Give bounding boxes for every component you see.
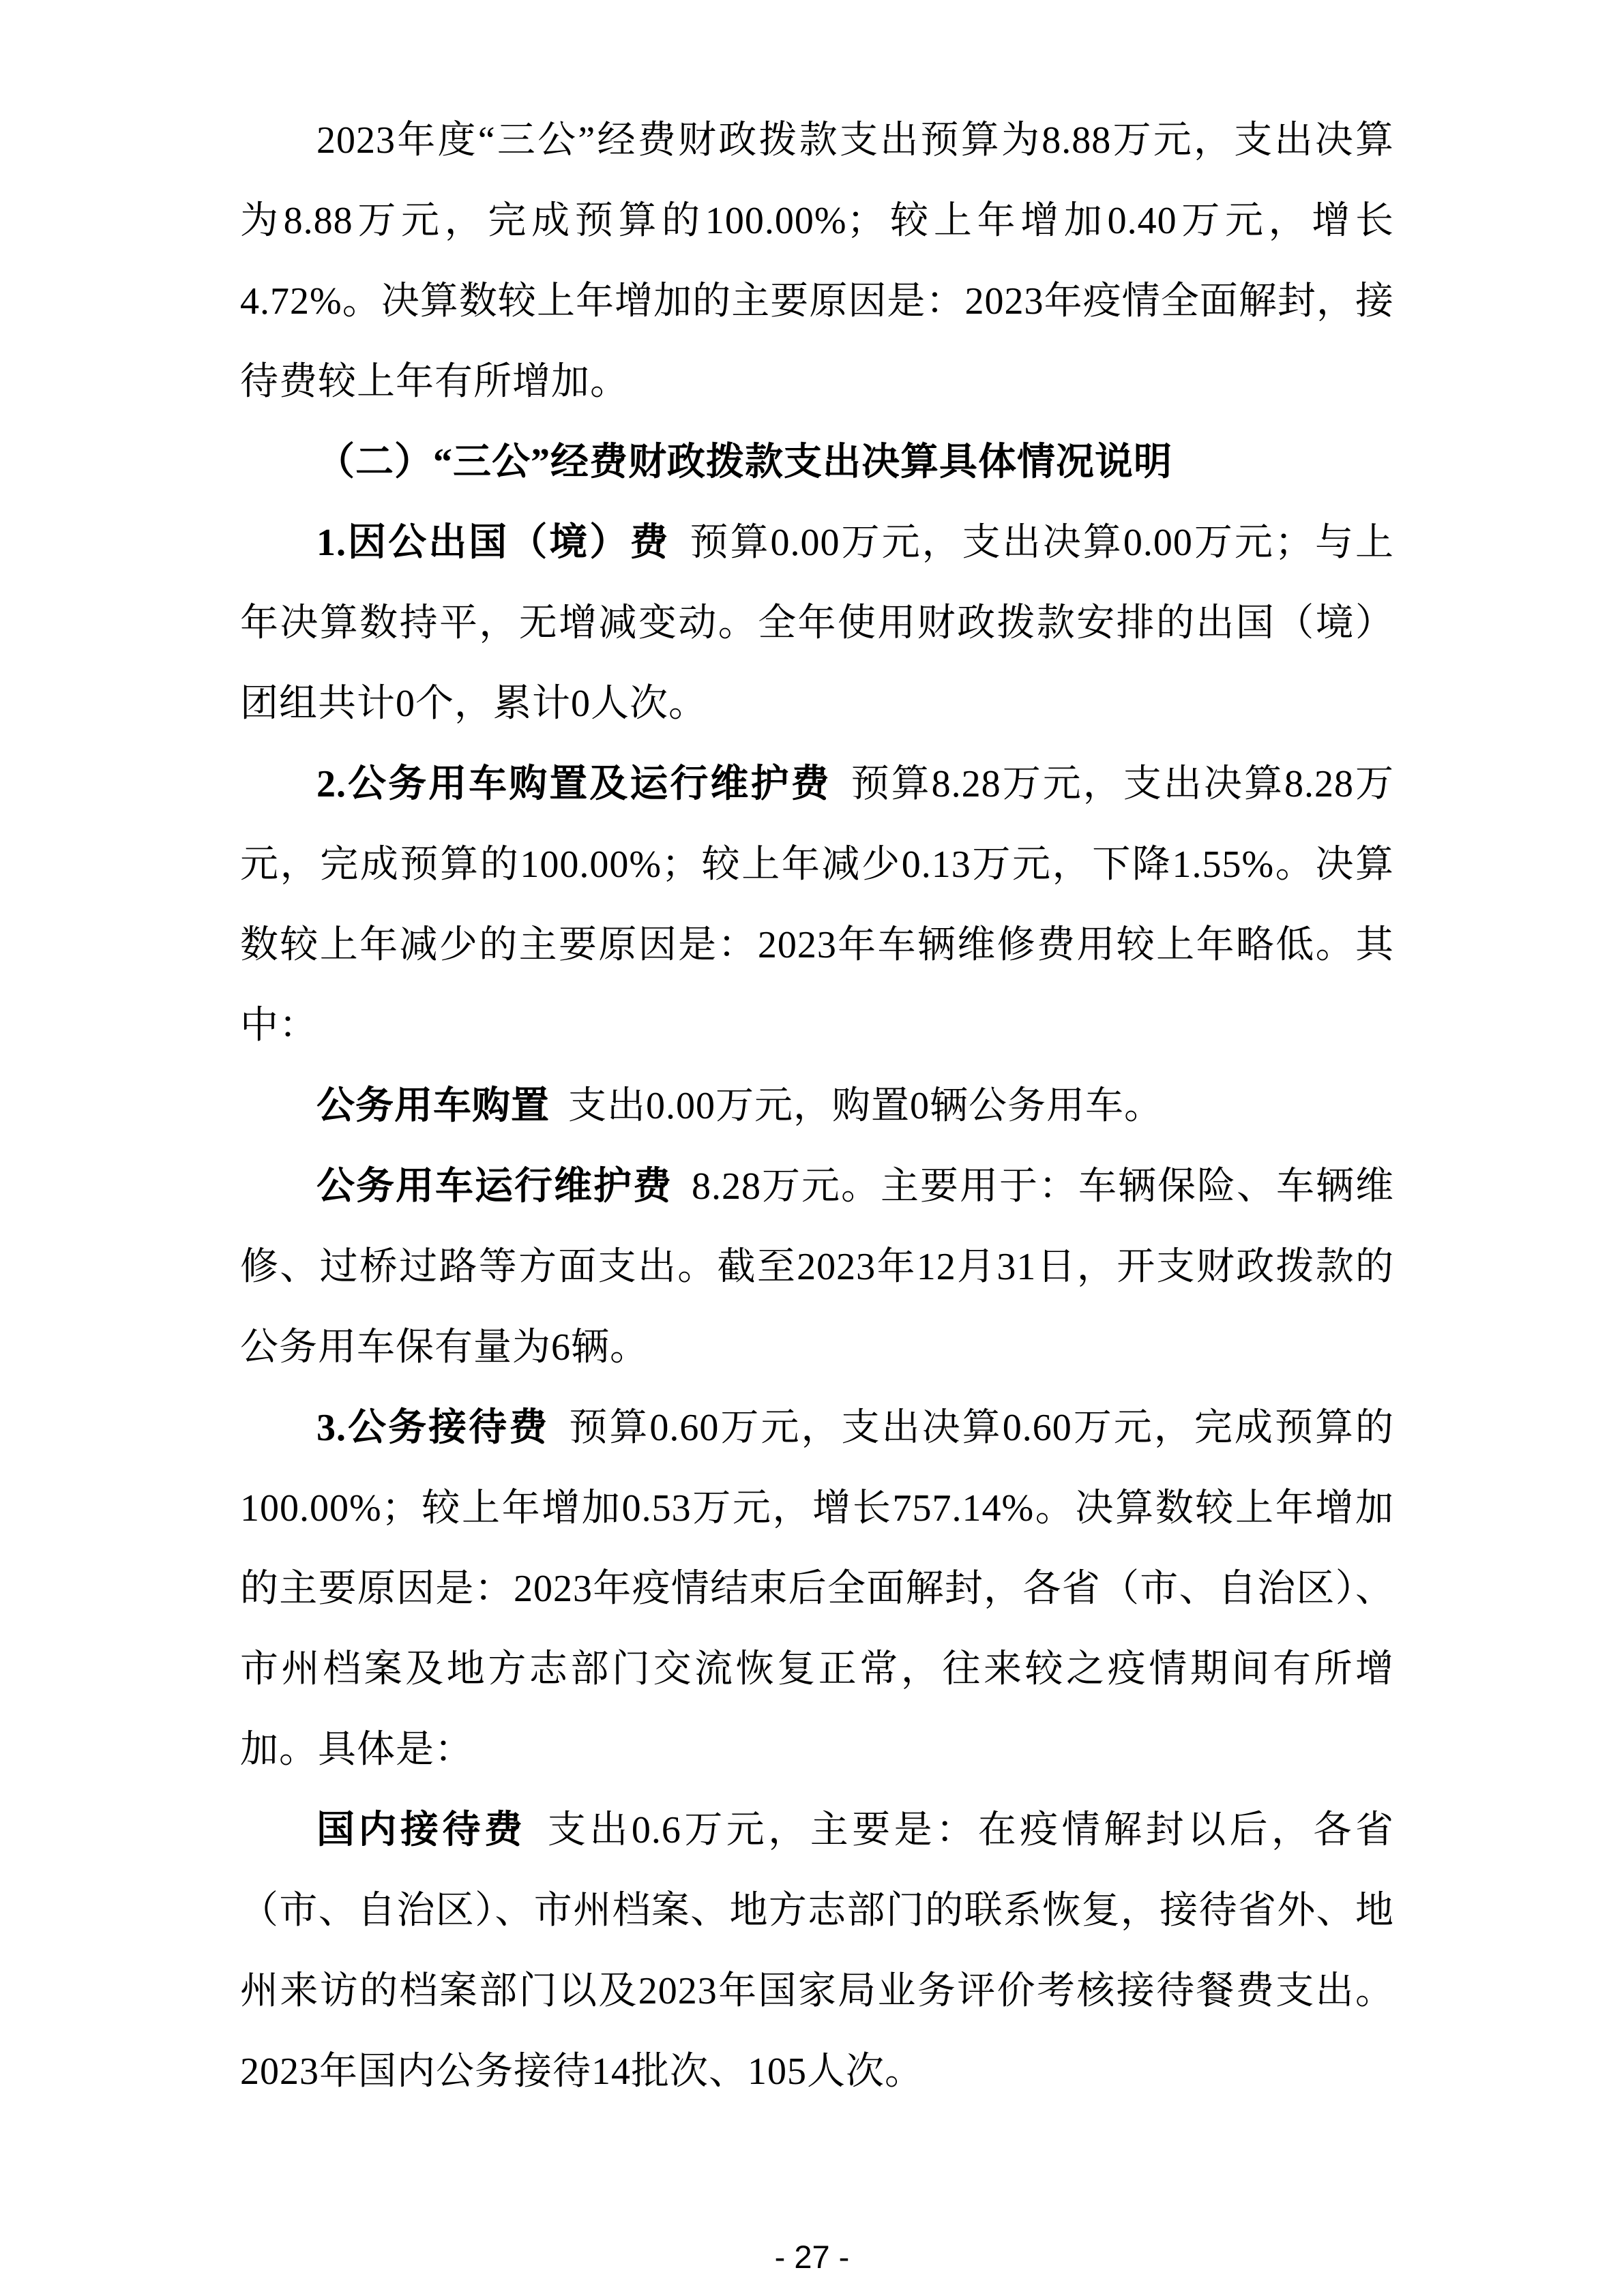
page-number: - 27 -	[774, 2239, 850, 2275]
paragraph-domestic-reception	[240, 1790, 1394, 2112]
paragraph-text: 支出0.00万元，购置0辆公务用车。	[568, 1085, 1163, 1127]
paragraph-vehicle-fee	[240, 744, 1394, 1066]
paragraph-vehicle-maintenance	[240, 1146, 1394, 1388]
paragraph-lead: 1.因公出国（境）费	[316, 522, 670, 564]
paragraph-lead: 公务用车购置	[316, 1085, 550, 1127]
paragraph-reception-fee	[240, 1388, 1394, 1790]
paragraph-text: 预算8.28万元，支出决算8.28万元，完成预算的100.00%；较上年减少0.13万元，下降1.55%。决算数较上年减少的主要原因是：2023年车辆维修费用较上年略低。其中：	[240, 763, 1395, 1047]
paragraph-abroad-fee	[240, 503, 1394, 744]
section-heading-2	[240, 422, 1394, 503]
paragraph-lead: 2.公务用车购置及运行维护费	[316, 763, 831, 805]
page-footer	[0, 2238, 1624, 2276]
paragraph-text: 2023年度“三公”经费财政拨款支出预算为8.88万元，支出决算为8.88万元，完成预算的100.00%；较上年增加0.40万元，增长4.72%。决算数较上年增加的主要原因是：2023年疫情全面解封，接待费较上年有所增加。	[240, 119, 1394, 403]
paragraph-text: 8.28万元。主要用于：车辆保险、车辆维修、过桥过路等方面支出。截至2023年12月31日，开支财政拨款的公务用车保有量为6辆。	[240, 1165, 1394, 1369]
paragraph-text: 支出0.6万元，主要是：在疫情解封以后，各省（市、自治区）、市州档案、地方志部门的联系恢复，接待省外、地州来访的档案部门以及2023年国家局业务评价考核接待餐费支出。2023年国内公务接待14批次、105人次。	[240, 1809, 1395, 2093]
paragraph-lead: 3.公务接待费	[316, 1407, 550, 1449]
section-heading-text: （二）“三公”经费财政拨款支出决算具体情况说明	[316, 441, 1172, 483]
paragraph-vehicle-purchase	[240, 1066, 1394, 1146]
paragraph-text: 预算0.60万元，支出决算0.60万元，完成预算的100.00%；较上年增加0.53万元，增长757.14%。决算数较上年增加的主要原因是：2023年疫情结束后全面解封，各省（市、自治区）、市州档案及地方志部门交流恢复正常，往来较之疫情期间有所增加。具体是：	[240, 1407, 1395, 1771]
paragraph-lead: 国内接待费	[316, 1809, 527, 1851]
paragraph-text: 预算0.00万元，支出决算0.00万元；与上年决算数持平，无增减变动。全年使用财政拨款安排的出国（境）团组共计0个，累计0人次。	[240, 522, 1395, 725]
document-content	[240, 100, 1394, 2112]
paragraph-lead: 公务用车运行维护费	[316, 1165, 673, 1208]
paragraph-sangong-summary	[240, 100, 1394, 422]
